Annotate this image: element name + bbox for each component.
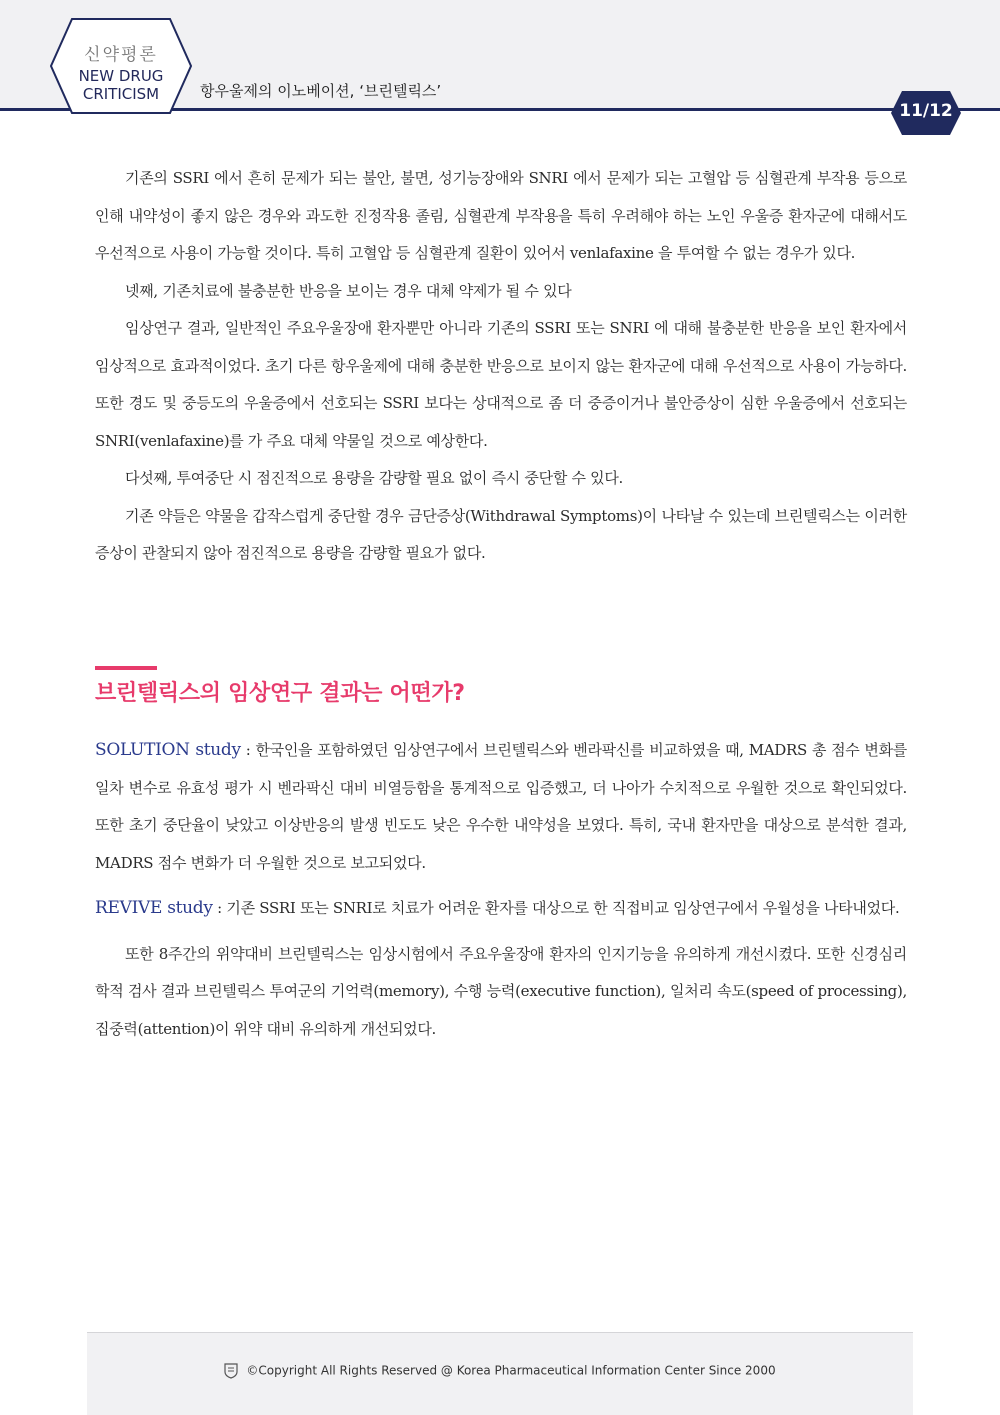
section-accent-bar: [95, 666, 157, 670]
revive-study-text: : 기존 SSRI 또는 SNRI로 치료가 어려운 환자를 대상으로 한 직접비교 임상연구에서 우월성을 나타내었다.: [212, 899, 900, 917]
solution-study-paragraph: [95, 732, 907, 882]
logo-line-2: CRITICISM: [82, 85, 160, 103]
shield-emblem-icon: [224, 1363, 238, 1379]
revive-study-paragraph: [95, 890, 907, 928]
solution-study-text: : 한국인을 포함하였던 임상연구에서 브린텔릭스와 벤라팍신를 비교하였을 때, MADRS 총 점수 변화를 일차 변수로 유효성 평가 시 벤라팍신 대비 비열등함을 통계적으로 입증했고, 더 나아가 수치적으로 우월한 것으로 확인되었다. 또한 초기 중단율이 낮았고 이상반응의 발생 빈도도 낮은 우수한 내약성을 보였다. 특히, 국내 환자만을 대상으로 분석한 결과, MADRS 점수 변화가 더 우월한 것으로 보고되었다.: [95, 741, 907, 872]
page-footer: [87, 1332, 913, 1415]
section-title: 브린텔릭스의 임상연구 결과는 어떤가?: [95, 681, 465, 706]
paragraph: 기존의 SSRI 에서 흔히 문제가 되는 불안, 불면, 성기능장애와 SNRI 에서 문제가 되는 고혈압 등 심혈관계 부작용 등으로 인해 내약성이 좋지 않은 경우와 과도한 진정작용 졸림, 심혈관계 부작용을 특히 우려해야 하는 노인 우울증 환자군에 대해서도 우선적으로 사용이 가능할 것이다. 특히 고혈압 등 심혈관계 질환이 있어서 venlafaxine 을 투여할 수 없는 경우가 있다.: [95, 169, 907, 262]
body-content: [95, 160, 907, 573]
copyright-text: ©Copyright All Rights Reserved @ Korea Pharmaceutical Information Center Since 2000: [246, 1363, 776, 1378]
footer-line: [87, 1363, 913, 1379]
paragraph: 기존 약들은 약물을 갑작스럽게 중단할 경우 금단증상(Withdrawal Symptoms)이 나타날 수 있는데 브린텔릭스는 이러한 증상이 관찰되지 않아 점진적으로 용량을 감량할 필요가 없다.: [95, 506, 907, 562]
page-number: 11/12: [899, 101, 953, 121]
page-header: [0, 0, 1000, 112]
paragraph: 다섯째, 투여중단 시 점진적으로 용량을 감량할 필요 없이 즉시 중단할 수 있다.: [125, 469, 623, 487]
paragraph: 또한 8주간의 위약대비 브린텔릭스는 임상시험에서 주요우울장애 환자의 인지기능을 유의하게 개선시켰다. 또한 신경심리학적 검사 결과 브린텔릭스 투여군의 기억력(memory), 수행 능력(executive function), 일처리 속도(speed of processing), 집중력(attention)이 위약 대비 유의하게 개선되었다.: [95, 944, 907, 1038]
section-content: [95, 732, 907, 1048]
logo: [56, 40, 186, 103]
page-number-badge: [890, 90, 962, 136]
paragraph: 임상연구 결과, 일반적인 주요우울장애 환자뿐만 아니라 기존의 SSRI 또는 SNRI 에 대해 불충분한 반응을 보인 환자에서 임상적으로 효과적이었다. 초기 다른 항우울제에 대해 충분한 반응으로 보이지 않는 환자군에 대해 우선적으로 사용이 가능하다. 또한 경도 및 중등도의 우울증에서 선호되는 SSRI 보다는 상대적으로 좀 더 중증이거나 불안증상이 심한 우울증에서 선호되는 SNRI(venlafaxine)를 가 주요 대체 약물일 것으로 예상한다.: [95, 319, 907, 450]
logo-korean: 신약평론: [84, 45, 158, 65]
revive-study-label: REVIVE study: [95, 898, 213, 918]
solution-study-label: SOLUTION study: [95, 740, 241, 760]
document-title: 항우울제의 이노베이션, ‘브린텔릭스’: [200, 82, 442, 100]
logo-line-1: NEW DRUG: [78, 67, 164, 85]
paragraph: 넷째, 기존치료에 불충분한 반응을 보이는 경우 대체 약제가 될 수 있다: [125, 281, 572, 300]
